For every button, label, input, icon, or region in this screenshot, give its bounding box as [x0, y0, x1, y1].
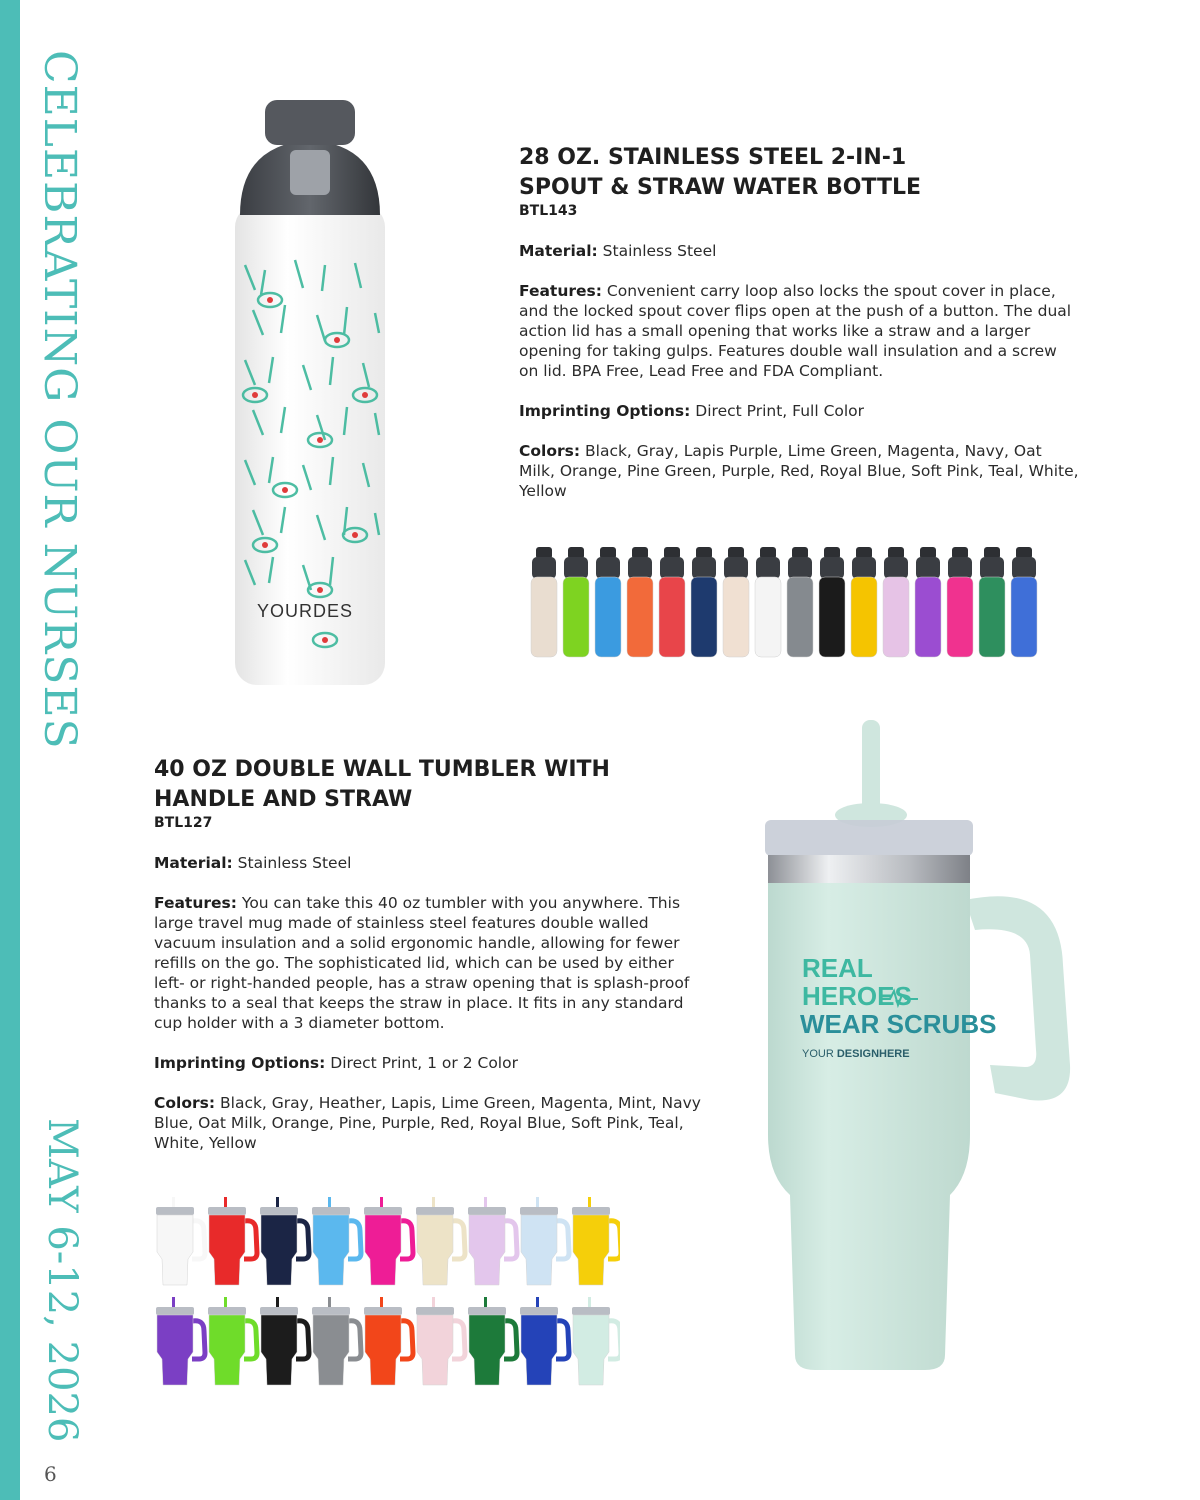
- sidebar-color-band: [0, 0, 20, 1500]
- tumbler-swatch: [364, 1197, 413, 1285]
- bottle-swatch: [851, 547, 877, 657]
- imprint-text: Imprinting Options: Direct Print, 1 or 2 Color: [154, 1054, 518, 1072]
- imprint-heroes: HEROES: [802, 981, 912, 1011]
- colors-text: Colors: Black, Gray, Heather, Lapis, Lime Green, Magenta, Mint, Navy Blue, Oat Milk, Orange, Pine, Purple, Red, Royal Blue, Soft Pink, Teal, White, Yellow: [154, 1094, 701, 1152]
- imprint-text: Imprinting Options: Direct Print, Full Color: [519, 402, 865, 420]
- bottle-swatch: [723, 547, 749, 657]
- bottle-swatch: [563, 547, 589, 657]
- bottle-swatch: [627, 547, 653, 657]
- product-title-line1: 40 OZ DOUBLE WALL TUMBLER WITH: [154, 757, 610, 782]
- water-bottle-image: [225, 95, 395, 695]
- product-sku: BTL127: [154, 815, 213, 831]
- bottle-swatch: [883, 547, 909, 657]
- imprint-tag: YOUR DESIGNHERE: [802, 1048, 910, 1060]
- bottle-imprint-logo: YOURDES: [257, 601, 354, 621]
- tumbler-swatch: [416, 1197, 465, 1285]
- bottle-spout-button: [290, 150, 330, 195]
- bottle-cap-top: [265, 100, 355, 145]
- bottle-swatch: [755, 547, 781, 657]
- tumbler-swatch: [208, 1197, 257, 1285]
- tumbler-swatch: [572, 1197, 620, 1285]
- bottle-swatch: [595, 547, 621, 657]
- bottle-swatch: [979, 547, 1005, 657]
- tumbler-swatch: [520, 1197, 569, 1285]
- bottle-swatch: [659, 547, 685, 657]
- bottle-swatch: [819, 547, 845, 657]
- tumbler-swatch: [312, 1297, 361, 1385]
- features-text: Features: Convenient carry loop also locks the spout cover in place, and the locked spout cover flips open at the push of a button. The dual action lid has a small opening that works like a straw and a larger opening for taking gulps. Features double wall insulation and a screw on lid. BPA Free, Lead Free and FDA Compliant.: [519, 282, 1072, 380]
- tumbler-steel-rim: [768, 855, 970, 883]
- tumbler-swatch: [312, 1197, 361, 1285]
- tumbler-swatch: [468, 1297, 517, 1385]
- tumbler-swatch: [208, 1297, 257, 1385]
- imprint-real: REAL: [802, 953, 873, 983]
- tumbler-swatch: [156, 1197, 205, 1285]
- product-bottle-section: [519, 143, 1079, 521]
- page-number: 6: [44, 1462, 57, 1486]
- product-title-line2: HANDLE AND STRAW: [154, 787, 413, 812]
- sidebar-date: MAY 6-12, 2026: [39, 1118, 85, 1443]
- bottle-swatch: [531, 547, 557, 657]
- tumbler-swatch: [364, 1297, 413, 1385]
- product-title-line2: SPOUT & STRAW WATER BOTTLE: [519, 175, 922, 200]
- imprint-wear-scrubs: WEAR SCRUBS: [800, 1009, 997, 1039]
- bottle-swatch: [1011, 547, 1037, 657]
- tumbler-swatch: [572, 1297, 620, 1385]
- features-text: Features: You can take this 40 oz tumbler with you anywhere. This large travel mug made of stainless steel features double walled vacuum insulation and a solid ergonomic handle, allowing for fewer refills on the go. The sophisticated lid, which can be used by either left- or right-handed people, has a straw opening that is splash-proof thanks to a seal that keeps the straw in place. It fits in any standard cup holder with a 3 diameter bottom.: [154, 894, 690, 1032]
- tumbler-image: [760, 715, 1080, 1385]
- tumbler-swatch: [156, 1297, 205, 1385]
- colors-text: Colors: Black, Gray, Lapis Purple, Lime Green, Magenta, Navy, Oat Milk, Orange, Pine Green, Purple, Red, Royal Blue, Soft Pink, Teal, White, Yellow: [519, 442, 1079, 500]
- tumbler-handle: [965, 896, 1070, 1100]
- bottle-swatch: [787, 547, 813, 657]
- bottle-swatch: [947, 547, 973, 657]
- tumbler-swatch: [260, 1197, 309, 1285]
- bottle-color-swatches: [525, 545, 1045, 660]
- product-tumbler-section: [154, 755, 704, 1173]
- bottle-swatch: [915, 547, 941, 657]
- bottle-swatch: [691, 547, 717, 657]
- material-text: Material: Stainless Steel: [519, 242, 717, 260]
- tumbler-swatch: [468, 1197, 517, 1285]
- sidebar-title: CELEBRATING OUR NURSES: [34, 50, 85, 750]
- product-title-line1: 28 OZ. STAINLESS STEEL 2-IN-1: [519, 145, 907, 170]
- product-sku: BTL143: [519, 203, 578, 219]
- material-text: Material: Stainless Steel: [154, 854, 352, 872]
- tumbler-color-swatches: [150, 1195, 620, 1390]
- tumbler-swatch: [416, 1297, 465, 1385]
- tumbler-lid: [765, 820, 973, 856]
- tumbler-swatch: [520, 1297, 569, 1385]
- tumbler-swatch: [260, 1297, 309, 1385]
